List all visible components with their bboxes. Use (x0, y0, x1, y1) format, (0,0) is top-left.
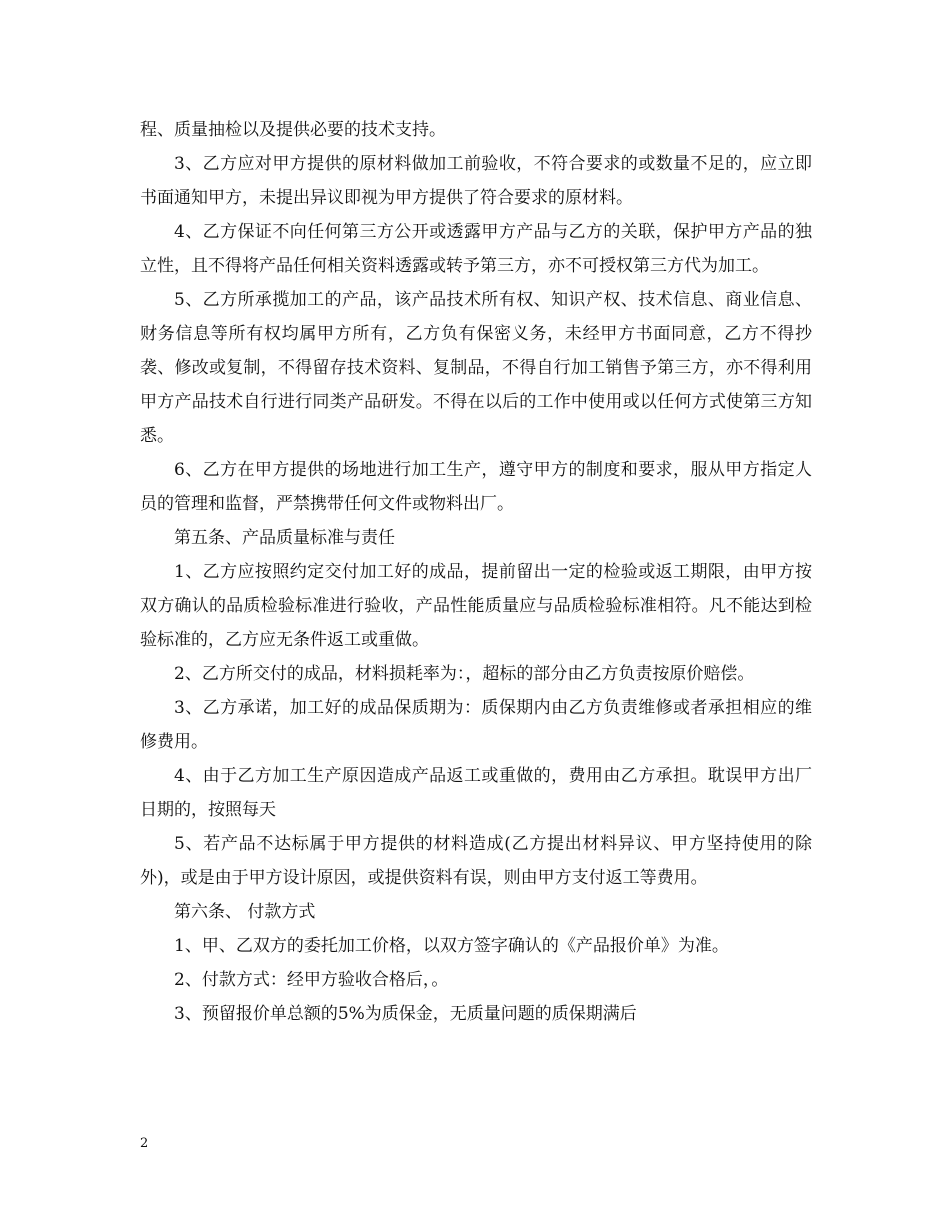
paragraph-clause-4-3: 3、乙方应对甲方提供的原材料做加工前验收，不符合要求的或数量不足的，应立即书面通知甲方，未提出异议即视为甲方提供了符合要求的原材料。 (140, 154, 812, 208)
paragraph-clause-6-3: 3、预留报价单总额的5%为质保金，无质量问题的质保期满后 (174, 1004, 637, 1024)
paragraph-clause-6-1: 1、甲、乙双方的委托加工价格，以双方签字确认的《产品报价单》为准。 (174, 936, 729, 956)
paragraph-clause-6-2: 2、付款方式：经甲方验收合格后，。 (174, 970, 449, 990)
paragraph-clause-4-6: 6、乙方在甲方提供的场地进行加工生产，遵守甲方的制度和要求，服从甲方指定人员的管理和监督，严禁携带任何文件或物料出厂。 (140, 460, 812, 514)
section-heading-article-6: 第六条、 付款方式 (174, 902, 316, 922)
paragraph-clause-4-5: 5、乙方所承揽加工的产品，该产品技术所有权、知识产权、技术信息、商业信息、财务信息等所有权均属甲方所有，乙方负有保密义务，未经甲方书面同意，乙方不得抄袭、修改或复制，不得留存技术资料、复制品，不得自行加工销售予第三方，亦不得利用甲方产品技术自行进行同类产品研发。不得在以后的工作中使用或以任何方式使第三方知悉。 (140, 290, 812, 446)
document-body (140, 113, 812, 1031)
page-number: 2 (140, 1136, 149, 1151)
paragraph-continuation: 程、质量抽检以及提供必要的技术支持。 (140, 120, 446, 140)
paragraph-clause-5-2: 2、乙方所交付的成品，材料损耗率为：，超标的部分由乙方负责按原价赔偿。 (174, 664, 755, 684)
paragraph-clause-5-3: 3、乙方承诺，加工好的成品保质期为：质保期内由乙方负责维修或者承担相应的维修费用。 (140, 698, 812, 752)
paragraph-clause-5-1: 1、乙方应按照约定交付加工好的成品，提前留出一定的检验或返工期限，由甲方按双方确认的品质检验标准进行验收，产品性能质量应与品质检验标准相符。凡不能达到检验标准的，乙方应无条件返工或重做。 (140, 562, 812, 650)
paragraph-clause-5-4: 4、由于乙方加工生产原因造成产品返工或重做的，费用由乙方承担。耽误甲方出厂日期的，按照每天 (140, 766, 812, 820)
paragraph-clause-4-4: 4、乙方保证不向任何第三方公开或透露甲方产品与乙方的关联，保护甲方产品的独立性，且不得将产品任何相关资料透露或转予第三方，亦不可授权第三方代为加工。 (140, 222, 812, 276)
section-heading-article-5: 第五条、产品质量标准与责任 (174, 528, 395, 548)
paragraph-clause-5-5: 5、若产品不达标属于甲方提供的材料造成(乙方提出材料异议、甲方坚持使用的除外)，或是由于甲方设计原因，或提供资料有误，则由甲方支付返工等费用。 (140, 834, 812, 888)
